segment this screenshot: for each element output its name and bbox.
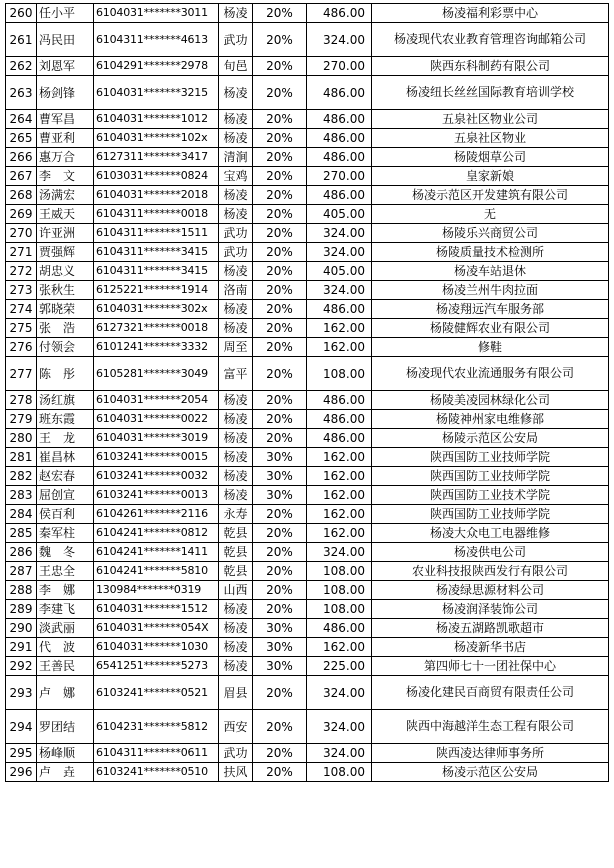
rate-cell: 30% (253, 467, 307, 486)
work-unit-cell: 无 (372, 205, 609, 224)
amount-cell: 162.00 (307, 486, 372, 505)
id-number-cell: 6104031*******054X (94, 619, 219, 638)
place-cell: 杨凌 (219, 76, 253, 110)
work-unit-cell: 修鞋 (372, 338, 609, 357)
id-number-cell: 6104261*******2116 (94, 505, 219, 524)
person-name-cell: 李 娜 (37, 581, 94, 600)
work-unit-cell: 农业科技报陕西发行有限公司 (372, 562, 609, 581)
work-unit-cell: 皇家新娘 (372, 167, 609, 186)
table-row (6, 167, 609, 186)
place-cell: 杨凌 (219, 600, 253, 619)
amount-cell: 108.00 (307, 562, 372, 581)
work-unit-cell: 陕西国防工业技师学院 (372, 448, 609, 467)
rate-cell: 30% (253, 657, 307, 676)
work-unit-cell: 杨陵烟草公司 (372, 148, 609, 167)
work-unit-cell: 杨凌示范区开发建筑有限公司 (372, 186, 609, 205)
work-unit-cell: 杨陵乐兴商贸公司 (372, 224, 609, 243)
place-cell: 杨凌 (219, 391, 253, 410)
work-unit-cell: 陕西凌达律师事务所 (372, 744, 609, 763)
row-number-cell: 292 (6, 657, 37, 676)
amount-cell: 324.00 (307, 23, 372, 57)
id-number-cell: 6104311*******3415 (94, 243, 219, 262)
table-row (6, 148, 609, 167)
amount-cell: 324.00 (307, 281, 372, 300)
rate-cell: 30% (253, 638, 307, 657)
place-cell: 杨凌 (219, 467, 253, 486)
person-name-cell: 侯百利 (37, 505, 94, 524)
amount-cell: 108.00 (307, 581, 372, 600)
table-row (6, 562, 609, 581)
place-cell: 杨凌 (219, 129, 253, 148)
work-unit-cell: 陕西国防工业技师学院 (372, 467, 609, 486)
row-number-cell: 270 (6, 224, 37, 243)
place-cell: 杨凌 (219, 410, 253, 429)
person-name-cell: 卢 娜 (37, 676, 94, 710)
place-cell: 乾县 (219, 524, 253, 543)
amount-cell: 108.00 (307, 763, 372, 782)
person-name-cell: 屈创宣 (37, 486, 94, 505)
place-cell: 杨凌 (219, 619, 253, 638)
place-cell: 武功 (219, 23, 253, 57)
amount-cell: 108.00 (307, 600, 372, 619)
id-number-cell: 6104031*******1512 (94, 600, 219, 619)
place-cell: 杨凌 (219, 4, 253, 23)
rate-cell: 20% (253, 186, 307, 205)
work-unit-cell: 杨凌润泽装饰公司 (372, 600, 609, 619)
rate-cell: 20% (253, 76, 307, 110)
person-name-cell: 杨剑锋 (37, 76, 94, 110)
amount-cell: 108.00 (307, 357, 372, 391)
row-number-cell: 264 (6, 110, 37, 129)
id-number-cell: 6104031*******1030 (94, 638, 219, 657)
amount-cell: 486.00 (307, 148, 372, 167)
person-name-cell: 班东霞 (37, 410, 94, 429)
work-unit-cell: 杨凌大众电工电器维修 (372, 524, 609, 543)
id-number-cell: 6103241*******0032 (94, 467, 219, 486)
row-number-cell: 262 (6, 57, 37, 76)
row-number-cell: 295 (6, 744, 37, 763)
id-number-cell: 6104031*******3019 (94, 429, 219, 448)
id-number-cell: 6127321*******0018 (94, 319, 219, 338)
row-number-cell: 278 (6, 391, 37, 410)
person-name-cell: 王忠全 (37, 562, 94, 581)
table-row (6, 429, 609, 448)
place-cell: 乾县 (219, 562, 253, 581)
work-unit-cell: 杨陵健辉农业有限公司 (372, 319, 609, 338)
rate-cell: 30% (253, 619, 307, 638)
rate-cell: 20% (253, 319, 307, 338)
person-name-cell: 罗团结 (37, 710, 94, 744)
rate-cell: 20% (253, 243, 307, 262)
table-row (6, 467, 609, 486)
place-cell: 清涧 (219, 148, 253, 167)
person-name-cell: 贾强辉 (37, 243, 94, 262)
id-number-cell: 6105281*******3049 (94, 357, 219, 391)
rate-cell: 20% (253, 763, 307, 782)
person-name-cell: 曹亚利 (37, 129, 94, 148)
place-cell: 周至 (219, 338, 253, 357)
person-name-cell: 张 浩 (37, 319, 94, 338)
table-row (6, 638, 609, 657)
rate-cell: 20% (253, 224, 307, 243)
person-name-cell: 惠万合 (37, 148, 94, 167)
id-number-cell: 6104311*******0018 (94, 205, 219, 224)
row-number-cell: 291 (6, 638, 37, 657)
amount-cell: 162.00 (307, 638, 372, 657)
rate-cell: 20% (253, 129, 307, 148)
table-row (6, 76, 609, 110)
work-unit-cell: 陕西东科制药有限公司 (372, 57, 609, 76)
person-name-cell: 杨峰顺 (37, 744, 94, 763)
work-unit-cell: 杨凌福利彩票中心 (372, 4, 609, 23)
person-name-cell: 卢 垚 (37, 763, 94, 782)
row-number-cell: 260 (6, 4, 37, 23)
amount-cell: 270.00 (307, 57, 372, 76)
id-number-cell: 6125221*******1914 (94, 281, 219, 300)
rate-cell: 20% (253, 543, 307, 562)
amount-cell: 486.00 (307, 129, 372, 148)
person-name-cell: 秦军柱 (37, 524, 94, 543)
id-number-cell: 6104241*******1411 (94, 543, 219, 562)
table-row (6, 186, 609, 205)
amount-cell: 405.00 (307, 205, 372, 224)
amount-cell: 162.00 (307, 338, 372, 357)
row-number-cell: 287 (6, 562, 37, 581)
amount-cell: 225.00 (307, 657, 372, 676)
place-cell: 杨凌 (219, 448, 253, 467)
id-number-cell: 6103241*******0013 (94, 486, 219, 505)
amount-cell: 162.00 (307, 448, 372, 467)
place-cell: 杨凌 (219, 638, 253, 657)
work-unit-cell: 杨凌新华书店 (372, 638, 609, 657)
place-cell: 杨凌 (219, 429, 253, 448)
table-row (6, 300, 609, 319)
amount-cell: 405.00 (307, 262, 372, 281)
work-unit-cell: 陕西中海越洋生态工程有限公司 (372, 710, 609, 744)
place-cell: 富平 (219, 357, 253, 391)
row-number-cell: 261 (6, 23, 37, 57)
amount-cell: 486.00 (307, 186, 372, 205)
id-number-cell: 6104291*******2978 (94, 57, 219, 76)
person-name-cell: 汤满宏 (37, 186, 94, 205)
table-row (6, 581, 609, 600)
rate-cell: 20% (253, 4, 307, 23)
person-name-cell: 代 波 (37, 638, 94, 657)
place-cell: 眉县 (219, 676, 253, 710)
person-name-cell: 李 文 (37, 167, 94, 186)
rate-cell: 20% (253, 167, 307, 186)
rate-cell: 30% (253, 486, 307, 505)
work-unit-cell: 第四师七十一团社保中心 (372, 657, 609, 676)
rate-cell: 20% (253, 148, 307, 167)
place-cell: 洛南 (219, 281, 253, 300)
amount-cell: 486.00 (307, 300, 372, 319)
rate-cell: 20% (253, 281, 307, 300)
amount-cell: 486.00 (307, 76, 372, 110)
row-number-cell: 281 (6, 448, 37, 467)
table-row (6, 710, 609, 744)
table-row (6, 600, 609, 619)
person-name-cell: 付领会 (37, 338, 94, 357)
work-unit-cell: 杨陵质量技术检测所 (372, 243, 609, 262)
work-unit-cell: 杨凌翔远汽车服务部 (372, 300, 609, 319)
row-number-cell: 277 (6, 357, 37, 391)
table-row (6, 57, 609, 76)
person-name-cell: 李建飞 (37, 600, 94, 619)
amount-cell: 324.00 (307, 710, 372, 744)
person-name-cell: 陈 彤 (37, 357, 94, 391)
amount-cell: 162.00 (307, 505, 372, 524)
work-unit-cell: 杨凌绿思源材料公司 (372, 581, 609, 600)
work-unit-cell: 杨凌示范区公安局 (372, 763, 609, 782)
id-number-cell: 6104311*******0611 (94, 744, 219, 763)
rate-cell: 20% (253, 676, 307, 710)
id-number-cell: 6127311*******3417 (94, 148, 219, 167)
id-number-cell: 6104231*******5812 (94, 710, 219, 744)
id-number-cell: 6104031*******2018 (94, 186, 219, 205)
table-row (6, 205, 609, 224)
amount-cell: 486.00 (307, 4, 372, 23)
table-row (6, 744, 609, 763)
row-number-cell: 285 (6, 524, 37, 543)
table-row (6, 410, 609, 429)
row-number-cell: 290 (6, 619, 37, 638)
person-name-cell: 任小平 (37, 4, 94, 23)
person-name-cell: 淡武丽 (37, 619, 94, 638)
amount-cell: 324.00 (307, 243, 372, 262)
table-row (6, 619, 609, 638)
table-row (6, 763, 609, 782)
place-cell: 杨凌 (219, 657, 253, 676)
work-unit-cell: 杨陵美凌园林绿化公司 (372, 391, 609, 410)
work-unit-cell: 陕西国防工业技师学院 (372, 505, 609, 524)
rate-cell: 20% (253, 410, 307, 429)
table-row (6, 524, 609, 543)
person-name-cell: 汤红旗 (37, 391, 94, 410)
amount-cell: 486.00 (307, 110, 372, 129)
table-row (6, 338, 609, 357)
row-number-cell: 275 (6, 319, 37, 338)
row-number-cell: 282 (6, 467, 37, 486)
rate-cell: 20% (253, 391, 307, 410)
person-name-cell: 冯民田 (37, 23, 94, 57)
place-cell: 杨凌 (219, 110, 253, 129)
table-row (6, 281, 609, 300)
place-cell: 杨凌 (219, 205, 253, 224)
person-name-cell: 王善民 (37, 657, 94, 676)
person-name-cell: 魏 冬 (37, 543, 94, 562)
row-number-cell: 268 (6, 186, 37, 205)
work-unit-cell: 杨凌兰州牛肉拉面 (372, 281, 609, 300)
id-number-cell: 6101241*******3332 (94, 338, 219, 357)
row-number-cell: 266 (6, 148, 37, 167)
row-number-cell: 271 (6, 243, 37, 262)
rate-cell: 20% (253, 262, 307, 281)
records-table (5, 3, 609, 782)
rate-cell: 30% (253, 448, 307, 467)
rate-cell: 20% (253, 505, 307, 524)
row-number-cell: 267 (6, 167, 37, 186)
work-unit-cell: 杨陵示范区公安局 (372, 429, 609, 448)
id-number-cell: 6104031*******3011 (94, 4, 219, 23)
place-cell: 乾县 (219, 543, 253, 562)
place-cell: 山西 (219, 581, 253, 600)
table-row (6, 505, 609, 524)
rate-cell: 20% (253, 338, 307, 357)
id-number-cell: 6104031*******102x (94, 129, 219, 148)
table-row (6, 23, 609, 57)
person-name-cell: 刘恩军 (37, 57, 94, 76)
id-number-cell: 6104241*******0812 (94, 524, 219, 543)
row-number-cell: 286 (6, 543, 37, 562)
place-cell: 旬邑 (219, 57, 253, 76)
place-cell: 杨凌 (219, 186, 253, 205)
place-cell: 杨凌 (219, 486, 253, 505)
person-name-cell: 张秋生 (37, 281, 94, 300)
amount-cell: 486.00 (307, 429, 372, 448)
place-cell: 杨凌 (219, 300, 253, 319)
table-row (6, 243, 609, 262)
row-number-cell: 265 (6, 129, 37, 148)
work-unit-cell: 杨凌纽长丝丝国际教育培训学校 (372, 76, 609, 110)
row-number-cell: 284 (6, 505, 37, 524)
amount-cell: 486.00 (307, 391, 372, 410)
amount-cell: 324.00 (307, 224, 372, 243)
work-unit-cell: 杨凌现代农业教育管理咨询邮箱公司 (372, 23, 609, 57)
rate-cell: 20% (253, 57, 307, 76)
row-number-cell: 294 (6, 710, 37, 744)
table-row (6, 357, 609, 391)
table-row (6, 391, 609, 410)
id-number-cell: 6104031*******1012 (94, 110, 219, 129)
rate-cell: 20% (253, 300, 307, 319)
place-cell: 西安 (219, 710, 253, 744)
id-number-cell: 6103031*******0824 (94, 167, 219, 186)
work-unit-cell: 陕西国防工业技术学院 (372, 486, 609, 505)
row-number-cell: 296 (6, 763, 37, 782)
rate-cell: 20% (253, 581, 307, 600)
person-name-cell: 王 龙 (37, 429, 94, 448)
place-cell: 扶风 (219, 763, 253, 782)
rate-cell: 20% (253, 524, 307, 543)
person-name-cell: 郭晓荣 (37, 300, 94, 319)
amount-cell: 324.00 (307, 676, 372, 710)
id-number-cell: 6103241*******0521 (94, 676, 219, 710)
person-name-cell: 许亚洲 (37, 224, 94, 243)
id-number-cell: 6103241*******0510 (94, 763, 219, 782)
table-row (6, 110, 609, 129)
amount-cell: 162.00 (307, 524, 372, 543)
table-row (6, 319, 609, 338)
table-row (6, 262, 609, 281)
person-name-cell: 崔昌林 (37, 448, 94, 467)
id-number-cell: 6104311*******4613 (94, 23, 219, 57)
rate-cell: 20% (253, 205, 307, 224)
id-number-cell: 130984*******0319 (94, 581, 219, 600)
id-number-cell: 6104031*******3215 (94, 76, 219, 110)
amount-cell: 162.00 (307, 319, 372, 338)
id-number-cell: 6103241*******0015 (94, 448, 219, 467)
amount-cell: 324.00 (307, 543, 372, 562)
table-row (6, 4, 609, 23)
amount-cell: 486.00 (307, 619, 372, 638)
row-number-cell: 263 (6, 76, 37, 110)
place-cell: 武功 (219, 243, 253, 262)
rate-cell: 20% (253, 23, 307, 57)
table-row (6, 129, 609, 148)
id-number-cell: 6104031*******2054 (94, 391, 219, 410)
person-name-cell: 曹军昌 (37, 110, 94, 129)
amount-cell: 324.00 (307, 744, 372, 763)
row-number-cell: 293 (6, 676, 37, 710)
work-unit-cell: 杨凌化建民百商贸有限责任公司 (372, 676, 609, 710)
table-row (6, 657, 609, 676)
rate-cell: 20% (253, 744, 307, 763)
work-unit-cell: 杨凌现代农业流通服务有限公司 (372, 357, 609, 391)
place-cell: 武功 (219, 224, 253, 243)
table-row (6, 676, 609, 710)
place-cell: 宝鸡 (219, 167, 253, 186)
amount-cell: 486.00 (307, 410, 372, 429)
place-cell: 杨凌 (219, 319, 253, 338)
work-unit-cell: 杨凌车站退休 (372, 262, 609, 281)
rate-cell: 20% (253, 110, 307, 129)
id-number-cell: 6104311*******1511 (94, 224, 219, 243)
work-unit-cell: 五泉社区物业公司 (372, 110, 609, 129)
work-unit-cell: 杨陵神州家电维修部 (372, 410, 609, 429)
work-unit-cell: 杨凌五湖路凯歌超市 (372, 619, 609, 638)
amount-cell: 270.00 (307, 167, 372, 186)
table-row (6, 224, 609, 243)
table-row (6, 543, 609, 562)
rate-cell: 20% (253, 600, 307, 619)
place-cell: 杨凌 (219, 262, 253, 281)
id-number-cell: 6104031*******302x (94, 300, 219, 319)
id-number-cell: 6541251*******5273 (94, 657, 219, 676)
row-number-cell: 280 (6, 429, 37, 448)
work-unit-cell: 杨凌供电公司 (372, 543, 609, 562)
table-row (6, 448, 609, 467)
row-number-cell: 274 (6, 300, 37, 319)
row-number-cell: 276 (6, 338, 37, 357)
person-name-cell: 赵宏春 (37, 467, 94, 486)
table-row (6, 486, 609, 505)
row-number-cell: 288 (6, 581, 37, 600)
id-number-cell: 6104031*******0022 (94, 410, 219, 429)
work-unit-cell: 五泉社区物业 (372, 129, 609, 148)
records-body (6, 4, 609, 782)
row-number-cell: 279 (6, 410, 37, 429)
row-number-cell: 273 (6, 281, 37, 300)
id-number-cell: 6104241*******5810 (94, 562, 219, 581)
place-cell: 武功 (219, 744, 253, 763)
rate-cell: 20% (253, 357, 307, 391)
row-number-cell: 272 (6, 262, 37, 281)
rate-cell: 20% (253, 562, 307, 581)
rate-cell: 20% (253, 710, 307, 744)
person-name-cell: 胡忠义 (37, 262, 94, 281)
person-name-cell: 王威天 (37, 205, 94, 224)
row-number-cell: 283 (6, 486, 37, 505)
row-number-cell: 289 (6, 600, 37, 619)
id-number-cell: 6104311*******3415 (94, 262, 219, 281)
row-number-cell: 269 (6, 205, 37, 224)
place-cell: 永寿 (219, 505, 253, 524)
amount-cell: 162.00 (307, 467, 372, 486)
rate-cell: 20% (253, 429, 307, 448)
